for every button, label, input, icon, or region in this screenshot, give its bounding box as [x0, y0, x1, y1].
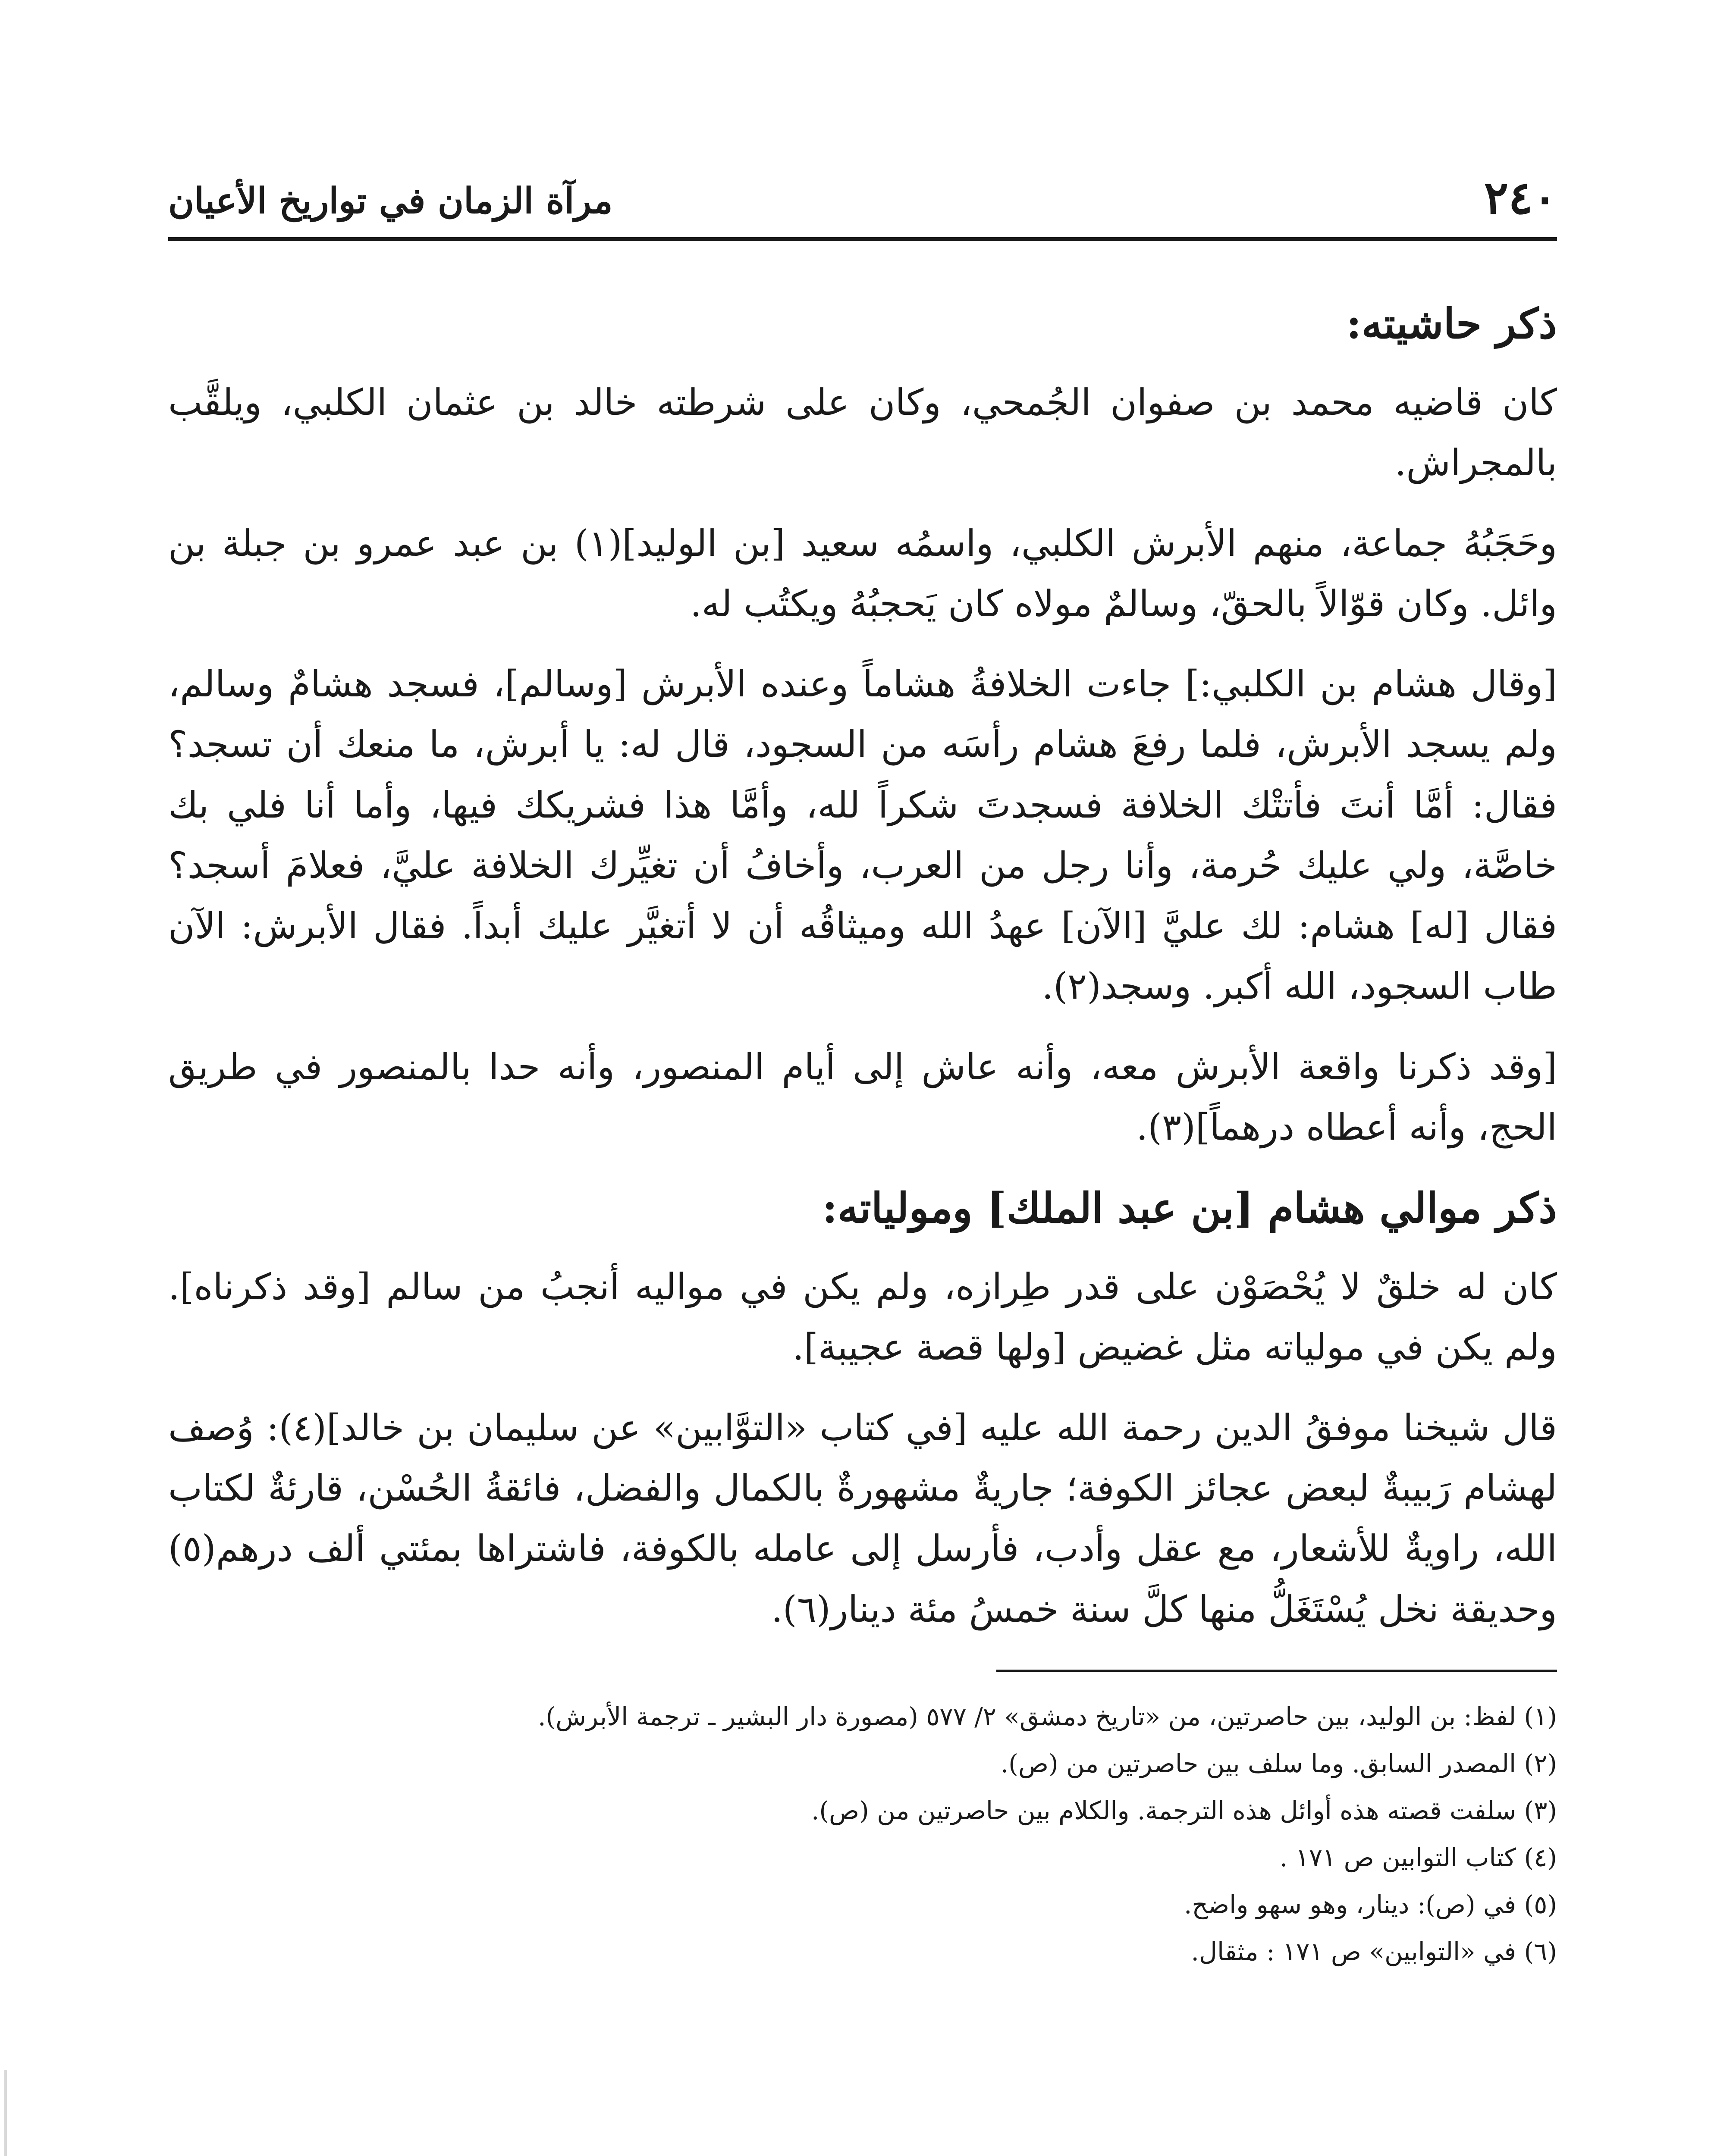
footnote: (٥) في (ص): دينار، وهو سهو واضح.: [1184, 1890, 1557, 1919]
paragraph: كان له خلقٌ لا يُحْصَوْن على قدر طِرازه، ولم يكن في مواليه أنجبُ من سالم [وقد ذكرناه]. ولم يكن في مولياته مثل غضيض [ولها قصة عجيبة].: [168, 1266, 1557, 1369]
footnote: (٤) كتاب التوابين ص ١٧١ .: [1279, 1843, 1557, 1872]
section-entourage: [168, 293, 1557, 1157]
footnote: (٢) المصدر السابق. وما سلف بين حاصرتين من (ص).: [1000, 1749, 1557, 1778]
footnote: (٦) في «التوابين» ص ١٧١ : مثقال.: [1191, 1937, 1557, 1966]
section-heading: ذكر حاشيته:: [1346, 299, 1557, 348]
footnote: (٣) سلفت قصته هذه أوائل هذه الترجمة. والكلام بين حاصرتين من (ص).: [811, 1796, 1557, 1825]
page-number: ٢٤٠: [1484, 171, 1557, 224]
paragraph: [وقد ذكرنا واقعة الأبرش معه، وأنه عاش إلى أيام المنصور، وأنه حدا بالمنصور في طريق الحج، وأنه أعطاه درهماً](٣).: [168, 1045, 1557, 1148]
footnotes-list: [168, 1693, 1557, 1975]
running-title: مرآة الزمان في تواريخ الأعيان: [168, 180, 613, 222]
scan-edge-mark: [4, 2070, 7, 2156]
book-page: [168, 142, 1557, 2156]
footnote: (١) لفظ: بن الوليد، بين حاصرتين، من «تاريخ دمشق» ٢/ ٥٧٧ (مصورة دار البشير ـ ترجمة الأبرش).: [538, 1702, 1557, 1731]
page-header: [168, 142, 1557, 241]
paragraph: قال شيخنا موفقُ الدين رحمة الله عليه [في كتاب «التوَّابين» عن سليمان بن خالد](٤): وُصف لهشام رَبيبةٌ لبعض عجائز الكوفة؛ جاريةٌ مشهورةٌ بالكمال والفضل، فائقةُ الحُسْن، قارئةٌ لكتاب الله، راويةٌ للأشعار، مع عقل وأدب، فأرسل إلى عامله بالكوفة، فاشتراها بمئتي ألف درهم(٥) وحديقة نخل يُسْتَغَلُّ منها كلَّ سنة خمسُ مئة دينار(٦).: [168, 1406, 1557, 1630]
section-heading: ذكر موالي هشام [بن عبد الملك] ومولياته:: [822, 1184, 1557, 1233]
paragraph: [وقال هشام بن الكلبي:] جاءت الخلافةُ هشاماً وعنده الأبرش [وسالم]، فسجد هشامٌ وسالم، ولم يسجد الأبرش، فلما رفعَ هشام رأسَه من السجود، قال له: يا أبرش، ما منعك أن تسجد؟ فقال: أمَّا أنتَ فأتتْك الخلافة فسجدتَ شكراً لله، وأمَّا هذا فشريكك فيها، وأما أنا فلي بك خاصَّة، ولي عليك حُرمة، وأنا رجل من العرب، وأخافُ أن تغيِّرك الخلافة عليَّ، فعلامَ أسجد؟ فقال [له] هشام: لك عليَّ [الآن] عهدُ الله وميثاقُه أن لا أتغيَّر عليك أبداً. فقال الأبرش: الآن طاب السجود، الله أكبر. وسجد(٢).: [168, 663, 1557, 1008]
paragraph: كان قاضيه محمد بن صفوان الجُمحي، وكان على شرطته خالد بن عثمان الكلبي، ويلقَّب بالمجراش.: [168, 381, 1557, 484]
footnote-divider: [996, 1670, 1557, 1672]
paragraph: وحَجَبُهُ جماعة، منهم الأبرش الكلبي، واسمُه سعيد [بن الوليد](١) بن عبد عمرو بن جبلة بن وائل. وكان قوّالاً بالحقّ، وسالمٌ مولاه كان يَحجبُهُ ويكتُب له.: [168, 522, 1557, 625]
main-text: [168, 293, 1557, 1639]
section-freedmen: [168, 1177, 1557, 1639]
